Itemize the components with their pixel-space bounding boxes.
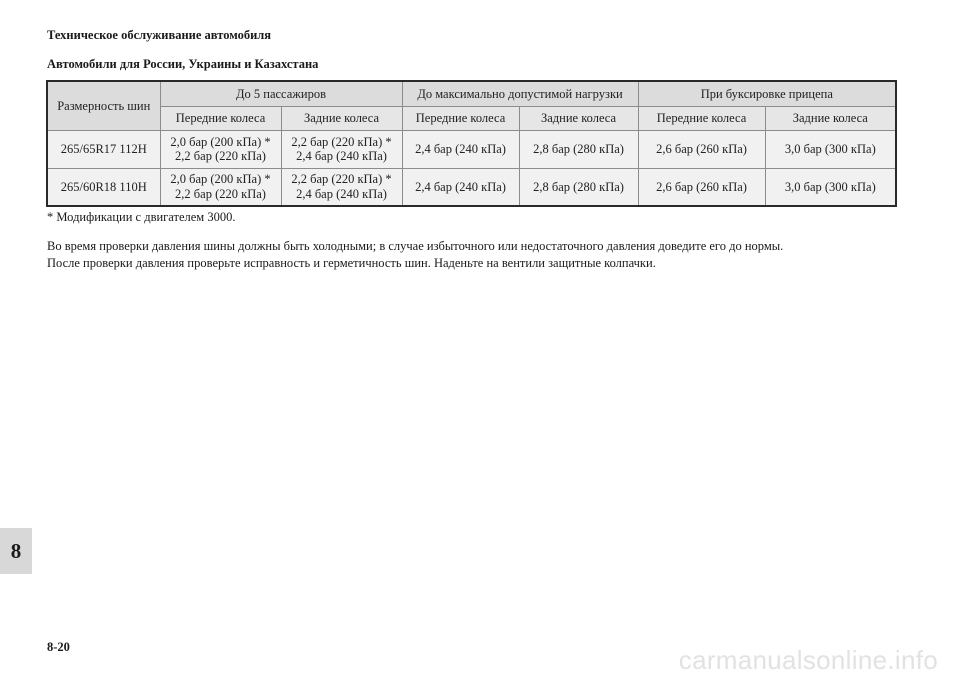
pressure-cell: 2,4 бар (240 кПа) (402, 130, 519, 168)
subheader-rear: Задние колеса (765, 106, 896, 130)
table-row (47, 168, 896, 206)
pressure-line: 2,2 бар (220 кПа) * (291, 134, 392, 149)
pressure-line: 2,0 бар (200 кПа) * (170, 134, 271, 149)
tire-size-cell: 265/60R18 110H (47, 168, 160, 206)
pressure-cell (281, 130, 402, 168)
body-paragraph (47, 238, 927, 272)
subheader-front: Передние колеса (160, 106, 281, 130)
pressure-cell (281, 168, 402, 206)
page-number: 8-20 (47, 640, 70, 654)
tire-size-cell: 265/65R17 112H (47, 130, 160, 168)
tire-pressure-table (46, 80, 897, 207)
subheader-front: Передние колеса (638, 106, 765, 130)
pressure-line: 2,4 бар (240 кПа) (296, 186, 387, 201)
paragraph-line: После проверки давления проверьте исправность и герметичность шин. Наденьте на вентили защитные колпачки. (47, 256, 656, 270)
paragraph-line: Во время проверки давления шины должны быть холодными; в случае избыточного или недостаточного давления доведите его до нормы. (47, 239, 784, 253)
footnote: * Модификации с двигателем 3000. (47, 210, 236, 224)
pressure-cell: 3,0 бар (300 кПа) (765, 130, 896, 168)
header-group-5-passengers: До 5 пассажиров (160, 81, 402, 106)
pressure-cell (160, 130, 281, 168)
pressure-cell (160, 168, 281, 206)
pressure-cell: 2,6 бар (260 кПа) (638, 130, 765, 168)
pressure-line: 2,2 бар (220 кПа) (175, 186, 266, 201)
subsection-title: Автомобили для России, Украины и Казахстана (47, 57, 319, 71)
watermark: carmanualsonline.info (678, 645, 938, 675)
pressure-line: 2,2 бар (220 кПа) (175, 149, 266, 163)
subheader-rear: Задние колеса (519, 106, 638, 130)
chapter-tab: 8 (0, 528, 32, 574)
pressure-cell: 2,4 бар (240 кПа) (402, 168, 519, 206)
header-group-max-load: До максимально допустимой нагрузки (402, 81, 638, 106)
subheader-rear: Задние колеса (281, 106, 402, 130)
pressure-line: 2,4 бар (240 кПа) (296, 149, 387, 163)
pressure-cell: 3,0 бар (300 кПа) (765, 168, 896, 206)
table-row (47, 130, 896, 168)
pressure-line: 2,2 бар (220 кПа) * (291, 172, 392, 187)
pressure-cell: 2,8 бар (280 кПа) (519, 130, 638, 168)
pressure-cell: 2,8 бар (280 кПа) (519, 168, 638, 206)
subheader-front: Передние колеса (402, 106, 519, 130)
pressure-cell: 2,6 бар (260 кПа) (638, 168, 765, 206)
header-tire-size: Размерность шин (47, 81, 160, 130)
header-group-trailer: При буксировке прицепа (638, 81, 896, 106)
pressure-line: 2,0 бар (200 кПа) * (170, 172, 271, 187)
section-title: Техническое обслуживание автомобиля (47, 28, 272, 42)
